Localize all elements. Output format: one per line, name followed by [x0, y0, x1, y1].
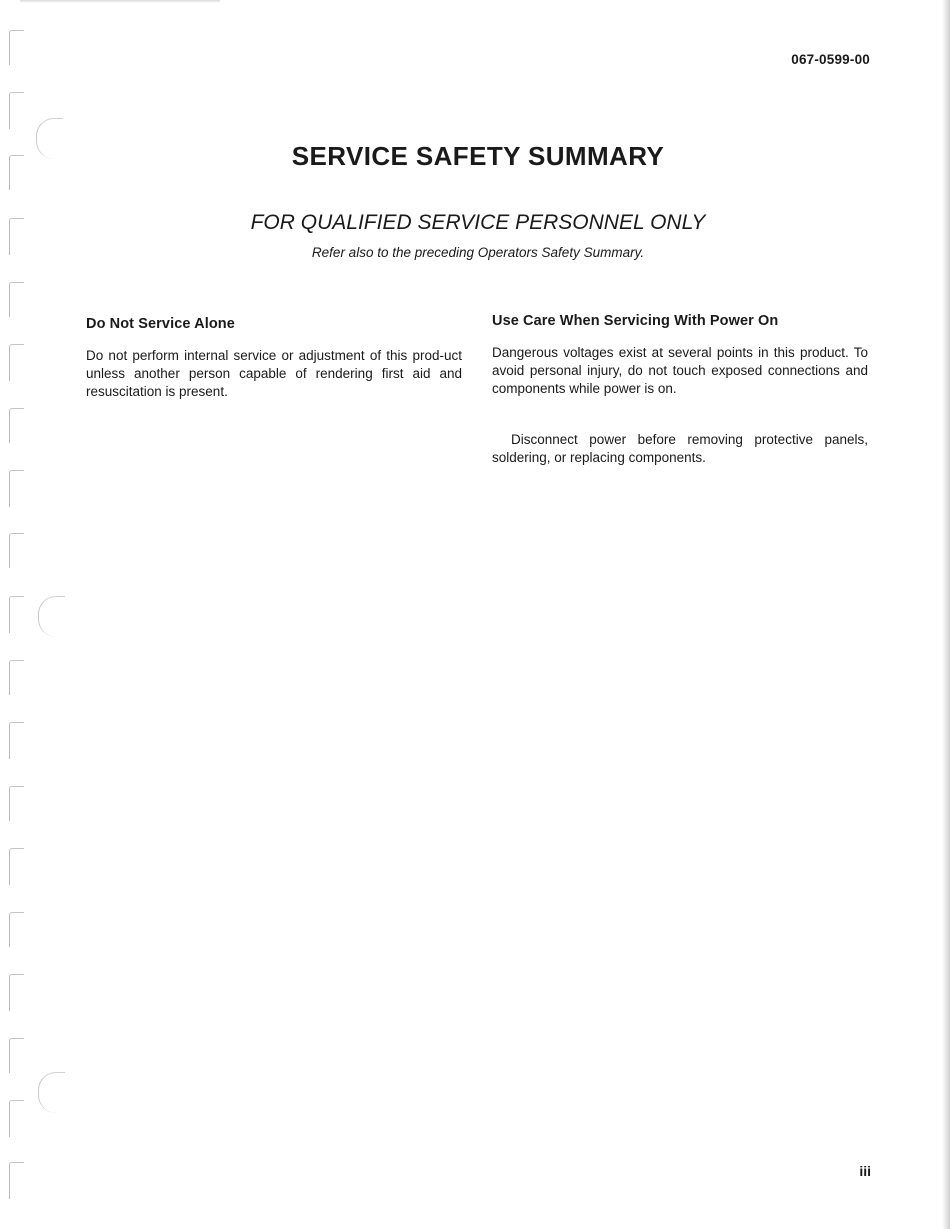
binder-mark: [9, 1100, 24, 1137]
page-subtitle: FOR QUALIFIED SERVICE PERSONNEL ONLY: [250, 211, 706, 234]
binder-mark: [9, 1038, 24, 1073]
section-do-not-service-alone: [86, 316, 462, 401]
document-number: 067-0599-00: [791, 52, 870, 67]
binder-mark: [9, 92, 24, 129]
binder-mark: [9, 660, 24, 695]
reference-note: Refer also to the preceding Operators Safety Summary.: [311, 245, 645, 260]
binder-mark: [9, 912, 24, 947]
section-power-on-care: [492, 313, 868, 467]
binder-mark: [9, 722, 24, 759]
binder-mark: [9, 848, 24, 885]
binder-mark: [9, 344, 24, 381]
binder-curve: [38, 596, 65, 637]
binder-curve: [38, 1072, 65, 1113]
page-title: SERVICE SAFETY SUMMARY: [291, 141, 665, 171]
section-paragraph: Disconnect power before removing protective panels, soldering, or replacing components.: [492, 432, 868, 465]
binder-mark: [9, 1162, 24, 1199]
binder-mark: [9, 786, 24, 821]
binder-mark: [9, 533, 24, 568]
binder-mark: [9, 470, 24, 507]
binder-mark: [9, 974, 24, 1011]
scan-edge-top: [20, 0, 220, 3]
section-paragraph: Do not perform internal service or adjustment of this prod-uct unless another person capable of rendering first aid and resuscitation is present.: [86, 348, 462, 399]
binder-mark: [9, 408, 24, 443]
page-number: iii: [859, 1163, 871, 1179]
binder-mark: [9, 282, 24, 317]
section-heading: Do Not Service Alone: [86, 316, 235, 332]
scan-edge-right: [942, 0, 950, 1229]
binder-mark: [9, 30, 24, 65]
section-paragraph: Dangerous voltages exist at several points in this product. To avoid personal injury, do not touch exposed connections and components while power is on.: [492, 345, 868, 396]
binder-mark: [9, 596, 24, 633]
section-heading: Use Care When Servicing With Power On: [492, 313, 779, 329]
